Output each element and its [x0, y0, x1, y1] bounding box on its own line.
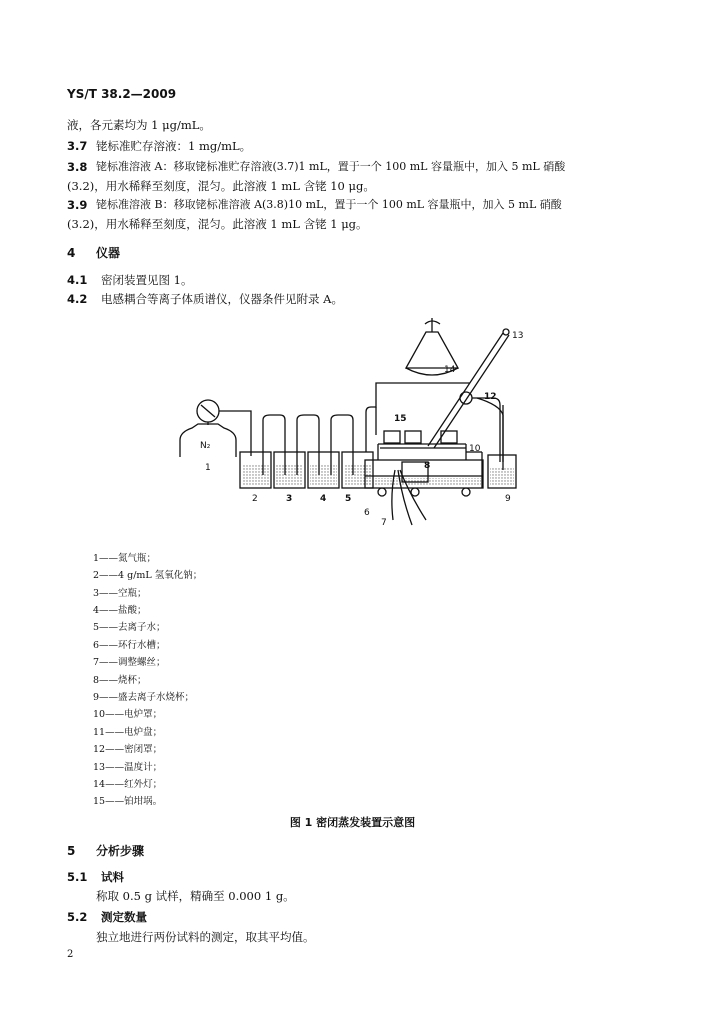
- apparatus-diagram: [170, 318, 550, 528]
- section-number: 4.2: [67, 292, 88, 306]
- label-15: 15: [394, 414, 407, 424]
- label-10: 10: [469, 444, 481, 454]
- section-number: 3.8: [67, 160, 88, 174]
- legend-item: 10——电炉罩；: [93, 709, 163, 720]
- section-text: 独立地进行两份试料的测定，取其平均值。: [96, 930, 315, 944]
- section-number: 5.1: [67, 870, 88, 884]
- legend-item: 14——红外灯；: [93, 779, 163, 790]
- section-heading-number: 5: [67, 844, 76, 858]
- label-1: 1: [205, 463, 211, 473]
- page-number: 2: [67, 949, 74, 960]
- legend-item: 3——空瓶；: [93, 588, 147, 599]
- legend-item: 8——烧杯；: [93, 675, 147, 686]
- paragraph-line: 液，各元素均为 1 μg/mL。: [67, 118, 211, 132]
- label-3: 3: [286, 494, 293, 504]
- label-13: 13: [512, 331, 524, 341]
- legend-item: 4——盐酸；: [93, 605, 147, 616]
- section-text-cont: (3.2)，用水稀释至刻度，混匀。此溶液 1 mL 含铑 1 μg。: [67, 217, 368, 231]
- legend-item: 15——铂坩埚。: [93, 796, 163, 807]
- subsection-title: 试料: [101, 870, 124, 884]
- section-number: 5.2: [67, 910, 88, 924]
- legend-item: 2——4 g/mL 氢氧化钠；: [93, 570, 203, 581]
- section-text: 铑标准溶液 B：移取铑标准溶液 A(3.8)10 mL，置于一个 100 mL 容量瓶中，加入 5 mL 硝酸: [96, 198, 562, 211]
- legend-item: 13——温度计；: [93, 762, 163, 773]
- section-heading: 分析步骤: [96, 844, 145, 858]
- legend-item: 5——去离子水；: [93, 622, 166, 633]
- label-n2: N₂: [200, 441, 211, 451]
- legend-item: 9——盛去离子水烧杯；: [93, 692, 195, 703]
- label-12: 12: [484, 392, 497, 402]
- thermometer: [428, 333, 503, 446]
- platinum-crucible: [384, 431, 400, 443]
- legend-item: 11——电炉盘；: [93, 727, 163, 738]
- legend-item: 1——氮气瓶；: [93, 553, 157, 564]
- figure-caption: 图 1 密闭蒸发装置示意图: [289, 816, 416, 829]
- legend-item: 7——调整螺丝；: [93, 657, 166, 668]
- label-4: 4: [320, 494, 327, 504]
- section-text: 铑标准贮存溶液：1 mg/mL。: [96, 139, 252, 153]
- section-number: 3.9: [67, 198, 88, 212]
- section-heading: 仪器: [96, 246, 121, 260]
- gas-line: [219, 411, 251, 456]
- label-9: 9: [505, 494, 511, 504]
- section-text: 铑标准溶液 A：移取铑标准贮存溶液(3.7)1 mL，置于一个 100 mL 容量瓶中，加入 5 mL 硝酸: [96, 160, 566, 173]
- platinum-crucible: [405, 431, 421, 443]
- label-5: 5: [345, 494, 352, 504]
- section-heading-number: 4: [67, 246, 76, 260]
- section-text: 密闭装置见图 1。: [101, 273, 193, 287]
- subsection-title: 测定数量: [101, 910, 147, 924]
- section-text: 电感耦合等离子体质谱仪，仪器条件见附录 A。: [101, 292, 343, 306]
- label-7: 7: [381, 518, 387, 528]
- section-text-cont: (3.2)，用水稀释至刻度，混匀。此溶液 1 mL 含铑 10 μg。: [67, 179, 375, 193]
- label-6: 6: [364, 508, 370, 518]
- legend-item: 12——密闭罩；: [93, 744, 163, 755]
- section-text: 称取 0.5 g 试样，精确至 0.000 1 g。: [96, 889, 295, 903]
- legend-item: 6——环行水槽；: [93, 640, 166, 651]
- section-number: 4.1: [67, 273, 88, 287]
- label-2: 2: [252, 494, 258, 504]
- label-14: 14: [444, 365, 456, 375]
- infrared-lamp: [406, 332, 458, 368]
- section-number: 3.7: [67, 139, 88, 153]
- document-code: YS/T 38.2—2009: [67, 87, 177, 101]
- label-8: 8: [424, 461, 431, 471]
